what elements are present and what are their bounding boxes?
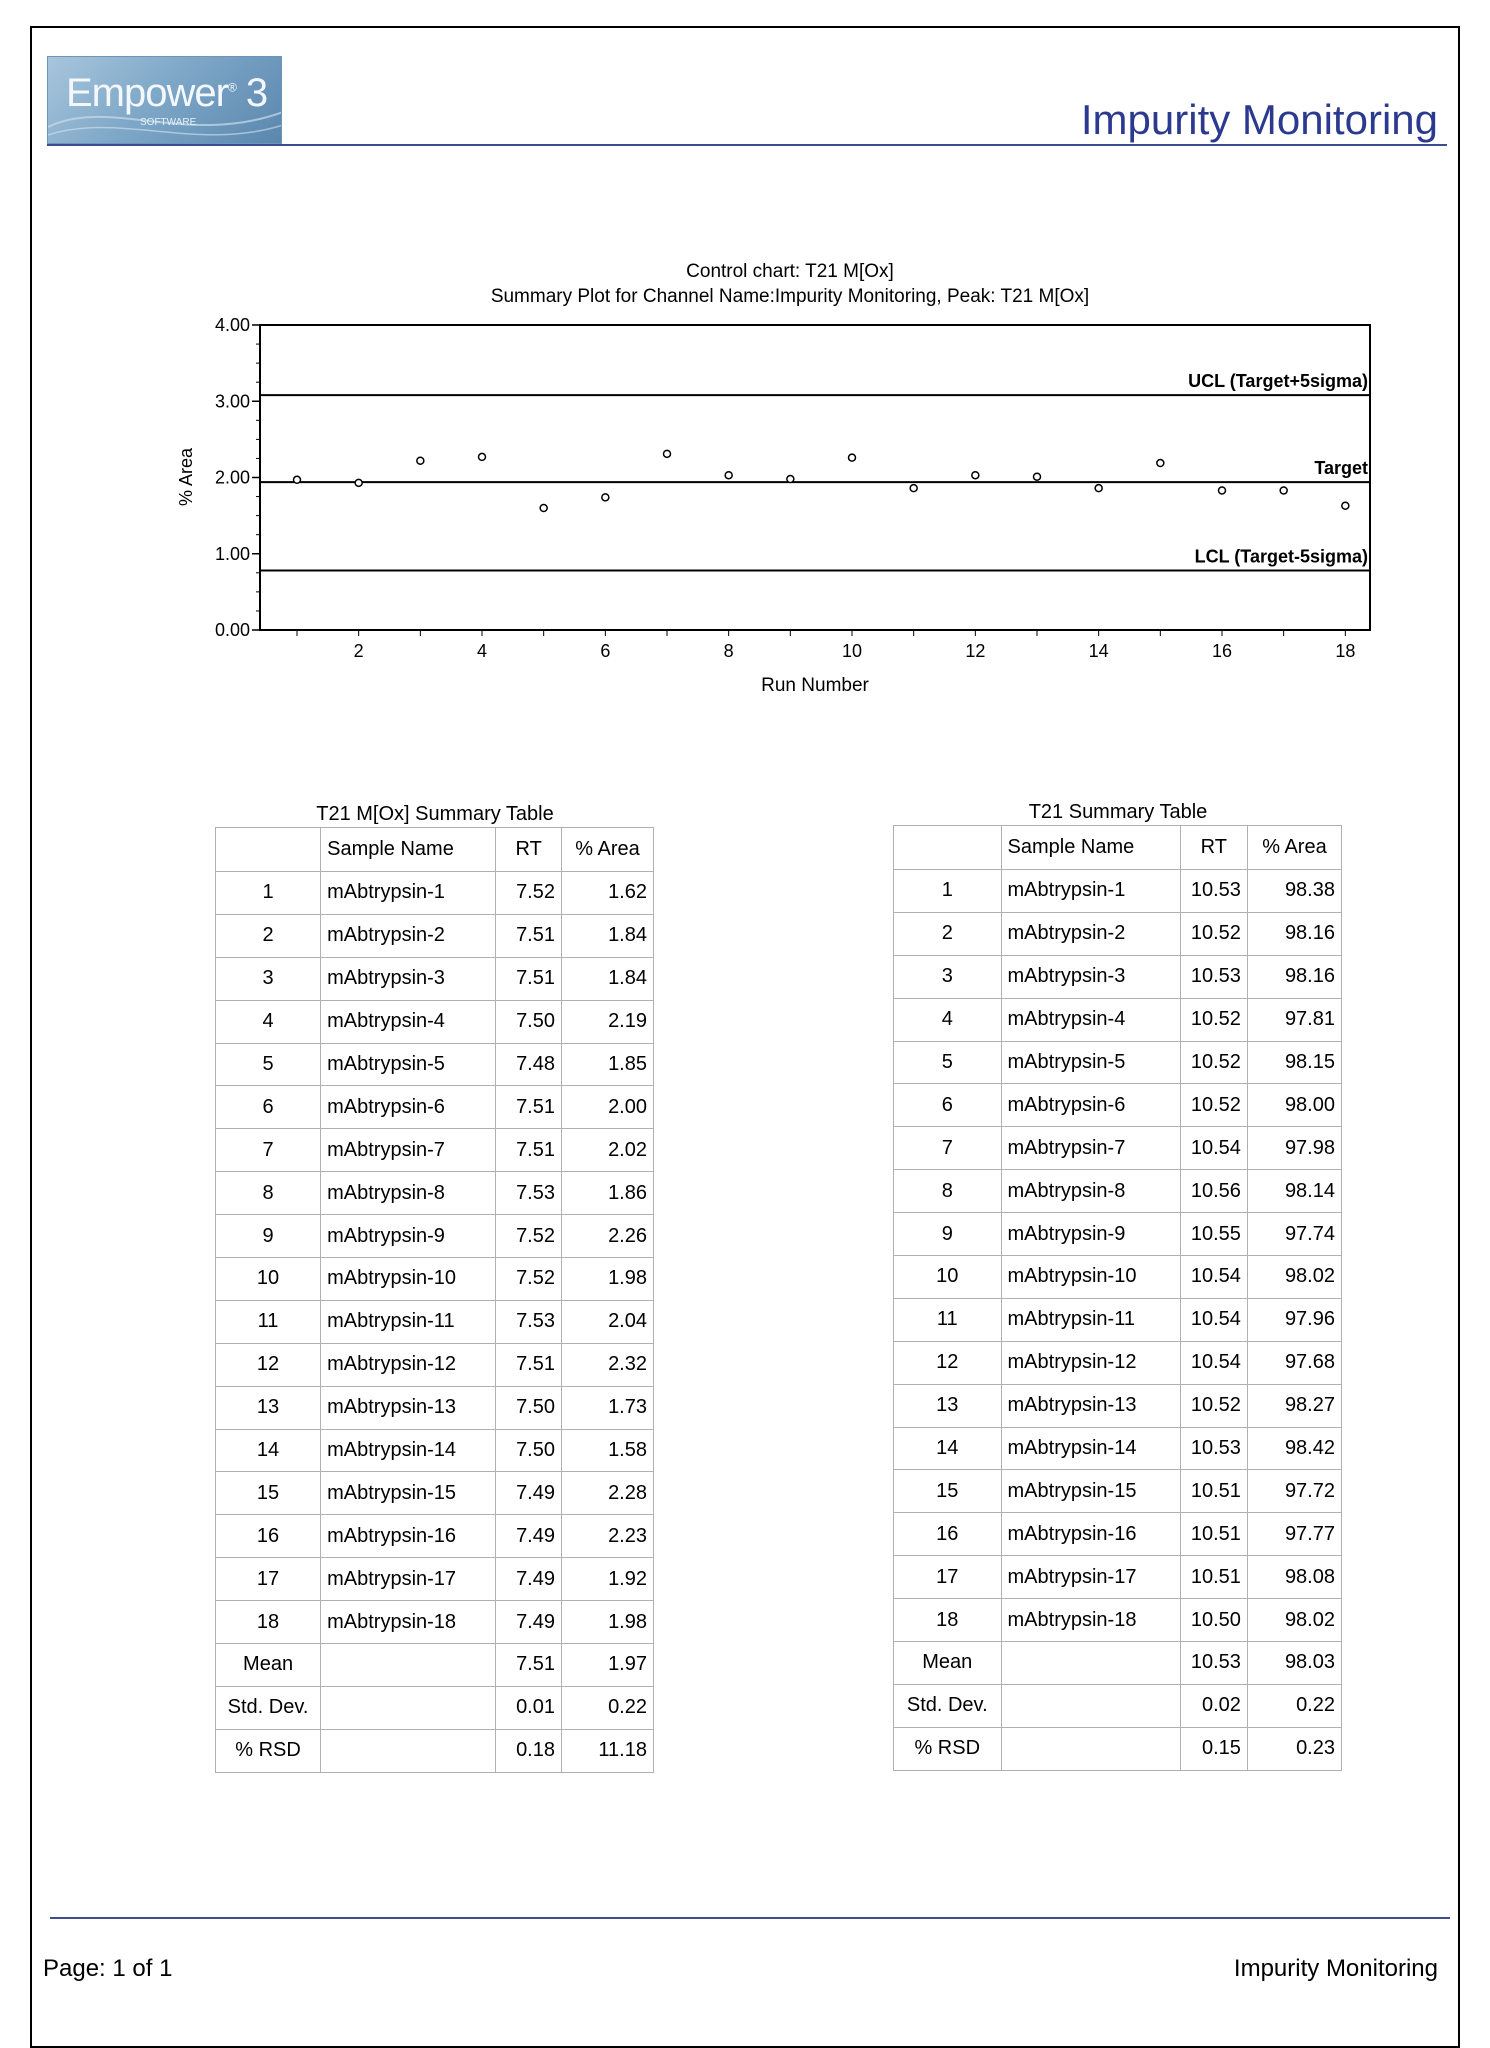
header-divider	[47, 144, 1447, 146]
table-cell: mAbtrypsin-3	[321, 957, 496, 1000]
table-row	[894, 1556, 1342, 1599]
table-cell: 7.50	[496, 1386, 562, 1429]
data-point	[910, 485, 917, 492]
table-cell: 98.16	[1247, 955, 1341, 998]
table-cell: 10.54	[1180, 1127, 1247, 1170]
table-cell: 4	[216, 1000, 321, 1043]
table-cell: 16	[894, 1513, 1002, 1556]
data-point	[540, 505, 547, 512]
table-cell: 15	[216, 1472, 321, 1515]
table-cell: 10.54	[1180, 1298, 1247, 1341]
table-cell: mAbtrypsin-16	[321, 1515, 496, 1558]
x-tick-label: 4	[476, 641, 488, 661]
table-row	[894, 1170, 1342, 1213]
table-cell: Std. Dev.	[894, 1684, 1002, 1727]
table-row	[894, 1384, 1342, 1427]
table-cell: Std. Dev.	[216, 1686, 321, 1729]
table-cell: mAbtrypsin-8	[321, 1172, 496, 1215]
table-cell: 8	[216, 1172, 321, 1215]
x-tick-label: 6	[600, 641, 611, 661]
column-header	[216, 828, 321, 872]
table-cell: mAbtrypsin-17	[321, 1558, 496, 1601]
table-cell: 1.92	[562, 1558, 654, 1601]
x-tick-label: 8	[723, 641, 734, 661]
table-row	[216, 1686, 654, 1729]
table-row	[216, 914, 654, 957]
table-cell: 1.62	[562, 872, 654, 915]
table-cell: 10.52	[1180, 998, 1247, 1041]
table-cell: mAbtrypsin-5	[321, 1043, 496, 1086]
table-row	[894, 1642, 1342, 1685]
table-row	[894, 1684, 1342, 1727]
table-cell: 98.08	[1247, 1556, 1341, 1599]
table-cell: 98.02	[1247, 1256, 1341, 1299]
table-cell: 10.51	[1180, 1556, 1247, 1599]
table-row	[894, 998, 1342, 1041]
table-cell: 2.26	[562, 1215, 654, 1258]
column-header: Sample Name	[1001, 826, 1180, 870]
table-cell: 1.98	[562, 1601, 654, 1644]
table-header-row	[894, 826, 1342, 870]
table-row	[216, 1558, 654, 1601]
table-row	[894, 1341, 1342, 1384]
table-cell: 10.54	[1180, 1256, 1247, 1299]
table-row	[894, 1256, 1342, 1299]
table-cell: 7.49	[496, 1515, 562, 1558]
table-row	[894, 1084, 1342, 1127]
right-table-caption: T21 Summary Table	[1028, 801, 1208, 823]
page-title: Impurity Monitoring	[1080, 96, 1438, 143]
y-tick-label: 4.00	[214, 315, 250, 335]
table-cell: 14	[894, 1427, 1002, 1470]
table-cell: 7.49	[496, 1472, 562, 1515]
table-cell: 10	[216, 1258, 321, 1301]
table-cell: 7.51	[496, 1343, 562, 1386]
table-cell: 2.04	[562, 1300, 654, 1343]
left-table-caption: T21 M[Ox] Summary Table	[316, 803, 554, 825]
table-row	[216, 1258, 654, 1301]
table-row	[216, 1429, 654, 1472]
table-row	[216, 1043, 654, 1086]
table-cell: mAbtrypsin-11	[1001, 1298, 1180, 1341]
table-cell: 2.32	[562, 1343, 654, 1386]
table-cell: 7	[216, 1129, 321, 1172]
table-cell: 7.51	[496, 957, 562, 1000]
table-cell: 10.54	[1180, 1341, 1247, 1384]
column-header	[894, 826, 1002, 870]
table-row	[894, 955, 1342, 998]
table-cell: 1.84	[562, 914, 654, 957]
table-cell: 7.53	[496, 1172, 562, 1215]
table-cell: 11.18	[562, 1729, 654, 1772]
table-cell: 1.85	[562, 1043, 654, 1086]
table-cell: mAbtrypsin-3	[1001, 955, 1180, 998]
x-tick-label: 10	[841, 641, 863, 661]
table-cell: 3	[894, 955, 1002, 998]
table-cell: 18	[894, 1599, 1002, 1642]
table-cell: 10.55	[1180, 1213, 1247, 1256]
table-cell: 9	[894, 1213, 1002, 1256]
table-cell: mAbtrypsin-14	[1001, 1427, 1180, 1470]
x-tick-label: 14	[1088, 641, 1109, 661]
y-axis-label: % Area	[176, 447, 196, 507]
table-cell: mAbtrypsin-10	[1001, 1256, 1180, 1299]
table-row	[894, 1213, 1342, 1256]
left-summary-table	[215, 827, 654, 1773]
table-cell: mAbtrypsin-15	[1001, 1470, 1180, 1513]
footer-title: Impurity Monitoring	[1233, 1955, 1438, 1982]
y-tick-label: 2.00	[214, 467, 250, 488]
table-row	[216, 1172, 654, 1215]
table-cell: 17	[216, 1558, 321, 1601]
table-row	[894, 1513, 1342, 1556]
reference-line-label: LCL (Target-5sigma)	[1194, 546, 1368, 567]
table-cell: mAbtrypsin-10	[321, 1258, 496, 1301]
table-cell: Mean	[216, 1644, 321, 1687]
chart-subtitle: Summary Plot for Channel Name:Impurity Monitoring, Peak: T21 M[Ox]	[490, 286, 1090, 307]
table-cell: 10.52	[1180, 1084, 1247, 1127]
table-cell: 7.51	[496, 1086, 562, 1129]
table-row	[216, 1515, 654, 1558]
table-row	[894, 1298, 1342, 1341]
table-row	[894, 870, 1342, 913]
control-chart-svg	[160, 255, 1380, 715]
table-cell: mAbtrypsin-18	[321, 1601, 496, 1644]
table-cell: 5	[216, 1043, 321, 1086]
table-cell: 9	[216, 1215, 321, 1258]
table-row	[894, 1041, 1342, 1084]
table-row	[216, 1343, 654, 1386]
reference-line-label: Target	[1314, 458, 1368, 479]
table-cell: mAbtrypsin-8	[1001, 1170, 1180, 1213]
data-point	[664, 450, 671, 457]
table-cell: 2	[216, 914, 321, 957]
table-cell: 97.81	[1247, 998, 1341, 1041]
table-cell	[321, 1729, 496, 1772]
table-cell: 10	[894, 1256, 1002, 1299]
table-cell: 1.86	[562, 1172, 654, 1215]
x-tick-label: 12	[965, 641, 986, 661]
table-cell: 2.23	[562, 1515, 654, 1558]
table-row	[216, 1472, 654, 1515]
column-header: RT	[1180, 826, 1247, 870]
table-cell: mAbtrypsin-16	[1001, 1513, 1180, 1556]
y-tick-label: 3.00	[214, 391, 250, 412]
table-cell: % RSD	[894, 1727, 1002, 1770]
data-point	[1280, 487, 1287, 494]
table-cell: mAbtrypsin-1	[321, 872, 496, 915]
table-row	[216, 1386, 654, 1429]
table-cell: 97.68	[1247, 1341, 1341, 1384]
table-cell: 7.52	[496, 1258, 562, 1301]
table-cell: 7	[894, 1127, 1002, 1170]
table-cell: mAbtrypsin-12	[1001, 1341, 1180, 1384]
table-cell: 7.50	[496, 1429, 562, 1472]
table-cell: mAbtrypsin-12	[321, 1343, 496, 1386]
column-header: % Area	[562, 828, 654, 872]
table-cell: 0.15	[1180, 1727, 1247, 1770]
table-cell: 97.77	[1247, 1513, 1341, 1556]
table-cell: mAbtrypsin-11	[321, 1300, 496, 1343]
column-header: Sample Name	[321, 828, 496, 872]
table-cell: 10.53	[1180, 1427, 1247, 1470]
table-cell: 5	[894, 1041, 1002, 1084]
table-cell: 2.00	[562, 1086, 654, 1129]
table-cell: 97.98	[1247, 1127, 1341, 1170]
table-cell	[1001, 1684, 1180, 1727]
table-cell: 1.98	[562, 1258, 654, 1301]
table-cell: 2.19	[562, 1000, 654, 1043]
data-point	[1034, 473, 1041, 480]
table-cell: 7.51	[496, 914, 562, 957]
table-cell: 1.84	[562, 957, 654, 1000]
table-cell: 0.22	[1247, 1684, 1341, 1727]
table-cell	[321, 1686, 496, 1729]
chart-title: Control chart: T21 M[Ox]	[686, 261, 894, 282]
right-summary-table	[893, 825, 1342, 1771]
table-cell: 17	[894, 1556, 1002, 1599]
table-cell	[1001, 1727, 1180, 1770]
table-cell: 1	[894, 870, 1002, 913]
table-row	[894, 1727, 1342, 1770]
table-cell: 3	[216, 957, 321, 1000]
table-cell: mAbtrypsin-5	[1001, 1041, 1180, 1084]
x-tick-label: 18	[1335, 641, 1356, 661]
table-cell: 0.02	[1180, 1684, 1247, 1727]
table-cell: 7.50	[496, 1000, 562, 1043]
data-point	[1157, 460, 1164, 467]
data-point	[1095, 485, 1102, 492]
table-cell: 10.53	[1180, 955, 1247, 998]
table-row	[216, 1729, 654, 1772]
table-cell: 14	[216, 1429, 321, 1472]
table-row	[216, 1644, 654, 1687]
table-cell: mAbtrypsin-9	[321, 1215, 496, 1258]
table-cell: 97.96	[1247, 1298, 1341, 1341]
table-cell: 2.28	[562, 1472, 654, 1515]
table-cell: 10.50	[1180, 1599, 1247, 1642]
table-cell: 7.52	[496, 872, 562, 915]
data-point	[479, 453, 486, 460]
data-point	[849, 454, 856, 461]
table-cell: mAbtrypsin-6	[1001, 1084, 1180, 1127]
table-cell: % RSD	[216, 1729, 321, 1772]
table-cell: mAbtrypsin-7	[1001, 1127, 1180, 1170]
reference-line-label: UCL (Target+5sigma)	[1188, 371, 1368, 392]
y-tick-label: 1.00	[214, 543, 250, 564]
table-cell: 10.52	[1180, 912, 1247, 955]
table-cell	[1001, 1642, 1180, 1685]
table-cell: 97.72	[1247, 1470, 1341, 1513]
table-cell: 12	[216, 1343, 321, 1386]
y-tick-label: 0.00	[214, 620, 250, 640]
table-cell: 10.51	[1180, 1513, 1247, 1556]
data-point	[602, 494, 609, 501]
column-header: RT	[496, 828, 562, 872]
table-cell: 1.97	[562, 1644, 654, 1687]
data-point	[972, 472, 979, 479]
table-row	[894, 1127, 1342, 1170]
table-cell: 98.00	[1247, 1084, 1341, 1127]
table-row	[216, 1086, 654, 1129]
table-row	[216, 1300, 654, 1343]
table-cell: 98.42	[1247, 1427, 1341, 1470]
table-cell: mAbtrypsin-13	[321, 1386, 496, 1429]
table-row	[216, 1215, 654, 1258]
table-cell: 1.58	[562, 1429, 654, 1472]
table-cell: 8	[894, 1170, 1002, 1213]
x-axis-label: Run Number	[761, 675, 869, 696]
table-cell: 4	[894, 998, 1002, 1041]
data-point	[417, 457, 424, 464]
table-cell: mAbtrypsin-6	[321, 1086, 496, 1129]
table-cell: mAbtrypsin-2	[321, 914, 496, 957]
table-cell: mAbtrypsin-2	[1001, 912, 1180, 955]
table-cell: 98.15	[1247, 1041, 1341, 1084]
data-point	[294, 476, 301, 483]
data-point	[787, 476, 794, 483]
table-cell: 13	[894, 1384, 1002, 1427]
table-cell: mAbtrypsin-17	[1001, 1556, 1180, 1599]
table-cell: 0.18	[496, 1729, 562, 1772]
table-cell: 98.38	[1247, 870, 1341, 913]
data-point	[355, 479, 362, 486]
table-cell: 10.51	[1180, 1470, 1247, 1513]
table-cell	[321, 1644, 496, 1687]
table-cell: 7.48	[496, 1043, 562, 1086]
table-cell: 7.52	[496, 1215, 562, 1258]
table-cell: 10.52	[1180, 1384, 1247, 1427]
table-row	[216, 872, 654, 915]
table-cell: 16	[216, 1515, 321, 1558]
data-point	[725, 472, 732, 479]
table-cell: 1	[216, 872, 321, 915]
table-cell: 7.49	[496, 1558, 562, 1601]
table-cell: 7.49	[496, 1601, 562, 1644]
table-cell: 97.74	[1247, 1213, 1341, 1256]
table-cell: 7.53	[496, 1300, 562, 1343]
table-cell: 98.27	[1247, 1384, 1341, 1427]
table-header-row	[216, 828, 654, 872]
control-chart	[160, 255, 1380, 715]
table-cell: mAbtrypsin-4	[321, 1000, 496, 1043]
table-cell: mAbtrypsin-18	[1001, 1599, 1180, 1642]
table-cell: 15	[894, 1470, 1002, 1513]
footer-divider	[50, 1917, 1450, 1919]
table-cell: 0.23	[1247, 1727, 1341, 1770]
table-row	[216, 1601, 654, 1644]
table-cell: 7.51	[496, 1129, 562, 1172]
column-header: % Area	[1247, 826, 1341, 870]
table-cell: 98.16	[1247, 912, 1341, 955]
table-cell: mAbtrypsin-9	[1001, 1213, 1180, 1256]
table-cell: 6	[894, 1084, 1002, 1127]
table-cell: 98.03	[1247, 1642, 1341, 1685]
table-cell: 10.52	[1180, 1041, 1247, 1084]
table-row	[216, 1000, 654, 1043]
table-cell: 10.56	[1180, 1170, 1247, 1213]
table-row	[894, 1599, 1342, 1642]
table-cell: 18	[216, 1601, 321, 1644]
table-cell: 0.01	[496, 1686, 562, 1729]
table-cell: 10.53	[1180, 1642, 1247, 1685]
table-cell: 10.53	[1180, 870, 1247, 913]
table-cell: 11	[216, 1300, 321, 1343]
table-cell: 6	[216, 1086, 321, 1129]
table-cell: 1.73	[562, 1386, 654, 1429]
data-point	[1342, 502, 1349, 509]
table-cell: 0.22	[562, 1686, 654, 1729]
x-tick-label: 2	[353, 641, 364, 661]
table-cell: mAbtrypsin-13	[1001, 1384, 1180, 1427]
table-cell: 11	[894, 1298, 1002, 1341]
data-point	[1219, 487, 1226, 494]
table-cell: 2	[894, 912, 1002, 955]
x-tick-label: 16	[1211, 641, 1233, 661]
table-cell: 98.02	[1247, 1599, 1341, 1642]
table-row	[894, 912, 1342, 955]
table-row	[894, 1470, 1342, 1513]
table-cell: Mean	[894, 1642, 1002, 1685]
table-cell: mAbtrypsin-15	[321, 1472, 496, 1515]
table-cell: 2.02	[562, 1129, 654, 1172]
empower-logo	[47, 56, 282, 144]
table-row	[216, 1129, 654, 1172]
table-cell: 12	[894, 1341, 1002, 1384]
table-cell: mAbtrypsin-14	[321, 1429, 496, 1472]
table-cell: 98.14	[1247, 1170, 1341, 1213]
table-cell: 7.51	[496, 1644, 562, 1687]
table-cell: mAbtrypsin-1	[1001, 870, 1180, 913]
logo-subtext: SOFTWARE	[140, 117, 197, 128]
table-row	[894, 1427, 1342, 1470]
table-cell: 13	[216, 1386, 321, 1429]
table-cell: mAbtrypsin-4	[1001, 998, 1180, 1041]
page-number: Page: 1 of 1	[43, 1955, 173, 1982]
table-cell: mAbtrypsin-7	[321, 1129, 496, 1172]
table-row	[216, 957, 654, 1000]
logo-text: Empower® 3	[66, 71, 268, 115]
